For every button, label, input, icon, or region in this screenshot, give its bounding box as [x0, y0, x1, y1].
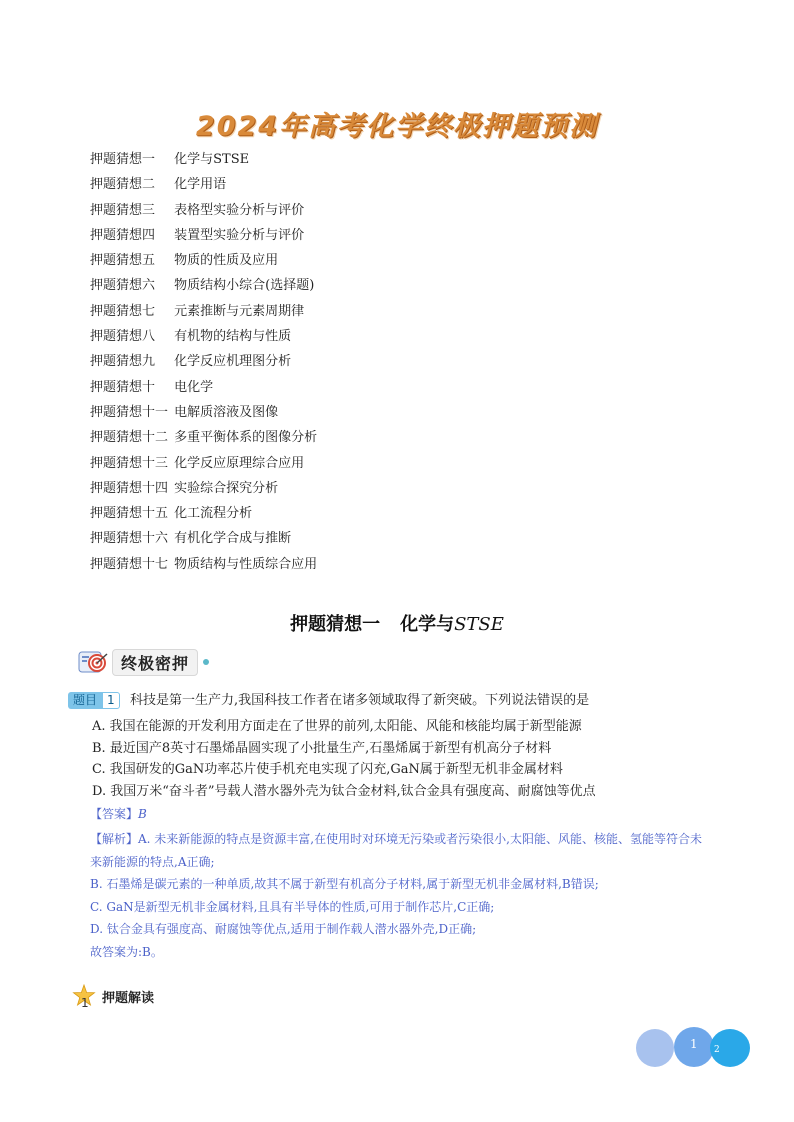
option-c: C. 我国研发的GaN功率芯片使手机充电实现了闪充,GaN属于新型无机非金属材料 — [92, 762, 563, 777]
toc-topic: 表格型实验分析与评价 — [174, 202, 305, 218]
toc-topic: 元素推断与元素周期律 — [174, 303, 305, 319]
toc-topic: 有机物的结构与性质 — [174, 329, 292, 345]
toc-topic: 化学反应原理综合应用 — [174, 455, 305, 471]
final-prediction-banner — [78, 648, 209, 676]
toc-item[interactable] — [90, 378, 317, 403]
toc-topic: 化工流程分析 — [174, 506, 253, 522]
toc-topic: 实验综合探究分析 — [174, 480, 279, 496]
toc-topic: 电解质溶液及图像 — [174, 404, 279, 420]
toc-label: 押题猜想十四 — [90, 480, 169, 496]
analysis-line: D. 钛合金具有强度高、耐腐蚀等优点,适用于制作载人潜水器外壳,D正确; — [90, 922, 477, 936]
section-topic-cn: 化学与 — [400, 614, 455, 635]
toc-item[interactable] — [90, 555, 317, 580]
section-topic-en: STSE — [454, 614, 504, 635]
interpretation-number: 1 — [81, 996, 89, 1010]
analysis-line: C. GaN是新型无机非金属材料,且具有半导体的性质,可用于制作芯片,C正确; — [90, 899, 495, 914]
section-number: 押题猜想一 — [290, 614, 381, 635]
analysis-block — [90, 828, 712, 963]
toc-item[interactable] — [90, 504, 317, 529]
toc-item[interactable] — [90, 403, 317, 428]
banner-text: 终极密押 — [112, 649, 198, 676]
toc-item[interactable] — [90, 175, 317, 200]
option-b: B. 最近国产8英寸石墨烯晶圆实现了小批量生产,石墨烯属于新型有机高分子材料 — [92, 740, 552, 756]
toc-label: 押题猜想十五 — [90, 506, 169, 522]
toc-item[interactable] — [90, 201, 317, 226]
interpretation-heading — [72, 984, 154, 1008]
toc-label: 押题猜想二 — [90, 177, 156, 193]
toc-label: 押题猜想八 — [90, 329, 156, 345]
toc-topic: 有机化学合成与推断 — [174, 531, 292, 547]
toc-label: 押题猜想十七 — [90, 556, 169, 572]
toc-topic: 多重平衡体系的图像分析 — [174, 430, 318, 446]
toc-label: 押题猜想十二 — [90, 430, 169, 446]
toc-label: 押题猜想十 — [90, 379, 156, 395]
analysis-line: B. 石墨烯是碳元素的一种单质,故其不属于新型有机高分子材料,属于新型无机非金属材料,B错误; — [90, 877, 599, 891]
analysis-line: A. 未来新能源的特点是资源丰富,在使用时对环境无污染或者污染很小,太阳能、风能、核能、氢能等符合未来新能源的特点,A正确; — [90, 832, 702, 869]
answer-label: 【答案】 — [90, 807, 139, 821]
toc-topic: 化学与STSE — [174, 152, 250, 167]
toc-item[interactable] — [90, 327, 317, 352]
table-of-contents — [90, 150, 317, 580]
toc-label: 押题猜想七 — [90, 303, 156, 319]
toc-label: 押题猜想九 — [90, 354, 156, 370]
toc-label: 押题猜想十一 — [90, 404, 169, 420]
target-icon — [78, 649, 110, 675]
question-label — [68, 692, 120, 709]
section-topic — [400, 614, 504, 635]
answer-value: B — [138, 807, 147, 821]
toc-item[interactable] — [90, 529, 317, 554]
page-sub-number: 2 — [714, 1045, 720, 1055]
toc-label: 押题猜想四 — [90, 227, 156, 243]
analysis-line: 故答案为:B。 — [90, 944, 163, 959]
toc-topic: 物质的性质及应用 — [174, 253, 279, 269]
toc-item[interactable] — [90, 276, 317, 301]
toc-item[interactable] — [90, 251, 317, 276]
document-title: 2024年高考化学终极押题预测 — [195, 111, 599, 142]
toc-label: 押题猜想三 — [90, 202, 156, 218]
toc-topic: 电化学 — [174, 379, 214, 395]
toc-item[interactable] — [90, 454, 317, 479]
question-tag: 题目 — [68, 692, 102, 709]
question-number: 1 — [102, 692, 120, 709]
star-icon — [72, 984, 96, 1008]
toc-item[interactable] — [90, 226, 317, 251]
toc-topic: 化学反应机理图分析 — [174, 354, 292, 370]
section-heading — [0, 610, 794, 636]
question-options — [92, 716, 596, 802]
toc-label: 押题猜想六 — [90, 278, 156, 294]
answer-line — [90, 806, 147, 823]
interpretation-label: 押题解读 — [102, 991, 155, 1006]
option-a: A. 我国在能源的开发利用方面走在了世界的前列,太阳能、风能和核能均属于新型能源 — [92, 719, 582, 734]
toc-label: 押题猜想十六 — [90, 531, 169, 547]
toc-topic: 装置型实验分析与评价 — [174, 227, 305, 243]
toc-topic: 物质结构小综合(选择题) — [174, 278, 315, 294]
toc-item[interactable] — [90, 302, 317, 327]
question-stem: 科技是第一生产力,我国科技工作者在诸多领域取得了新突破。下列说法错误的是 — [130, 693, 590, 708]
option-d: D. 我国万米“奋斗者”号载人潜水器外壳为钛合金材料,钛合金具有强度高、耐腐蚀等优点 — [92, 783, 596, 799]
toc-topic: 化学用语 — [174, 177, 227, 193]
page-indicator — [636, 1027, 754, 1067]
analysis-label: 【解析】 — [90, 832, 139, 846]
toc-label: 押题猜想一 — [90, 152, 156, 167]
toc-item[interactable] — [90, 428, 317, 453]
toc-item[interactable] — [90, 479, 317, 504]
toc-item[interactable] — [90, 150, 317, 175]
banner-dot — [203, 659, 209, 665]
toc-label: 押题猜想五 — [90, 253, 156, 269]
toc-topic: 物质结构与性质综合应用 — [174, 556, 318, 572]
page-number: 1 — [690, 1037, 698, 1051]
toc-label: 押题猜想十三 — [90, 455, 169, 471]
page-circle — [636, 1029, 674, 1067]
toc-item[interactable] — [90, 352, 317, 377]
analysis-para — [90, 828, 712, 873]
